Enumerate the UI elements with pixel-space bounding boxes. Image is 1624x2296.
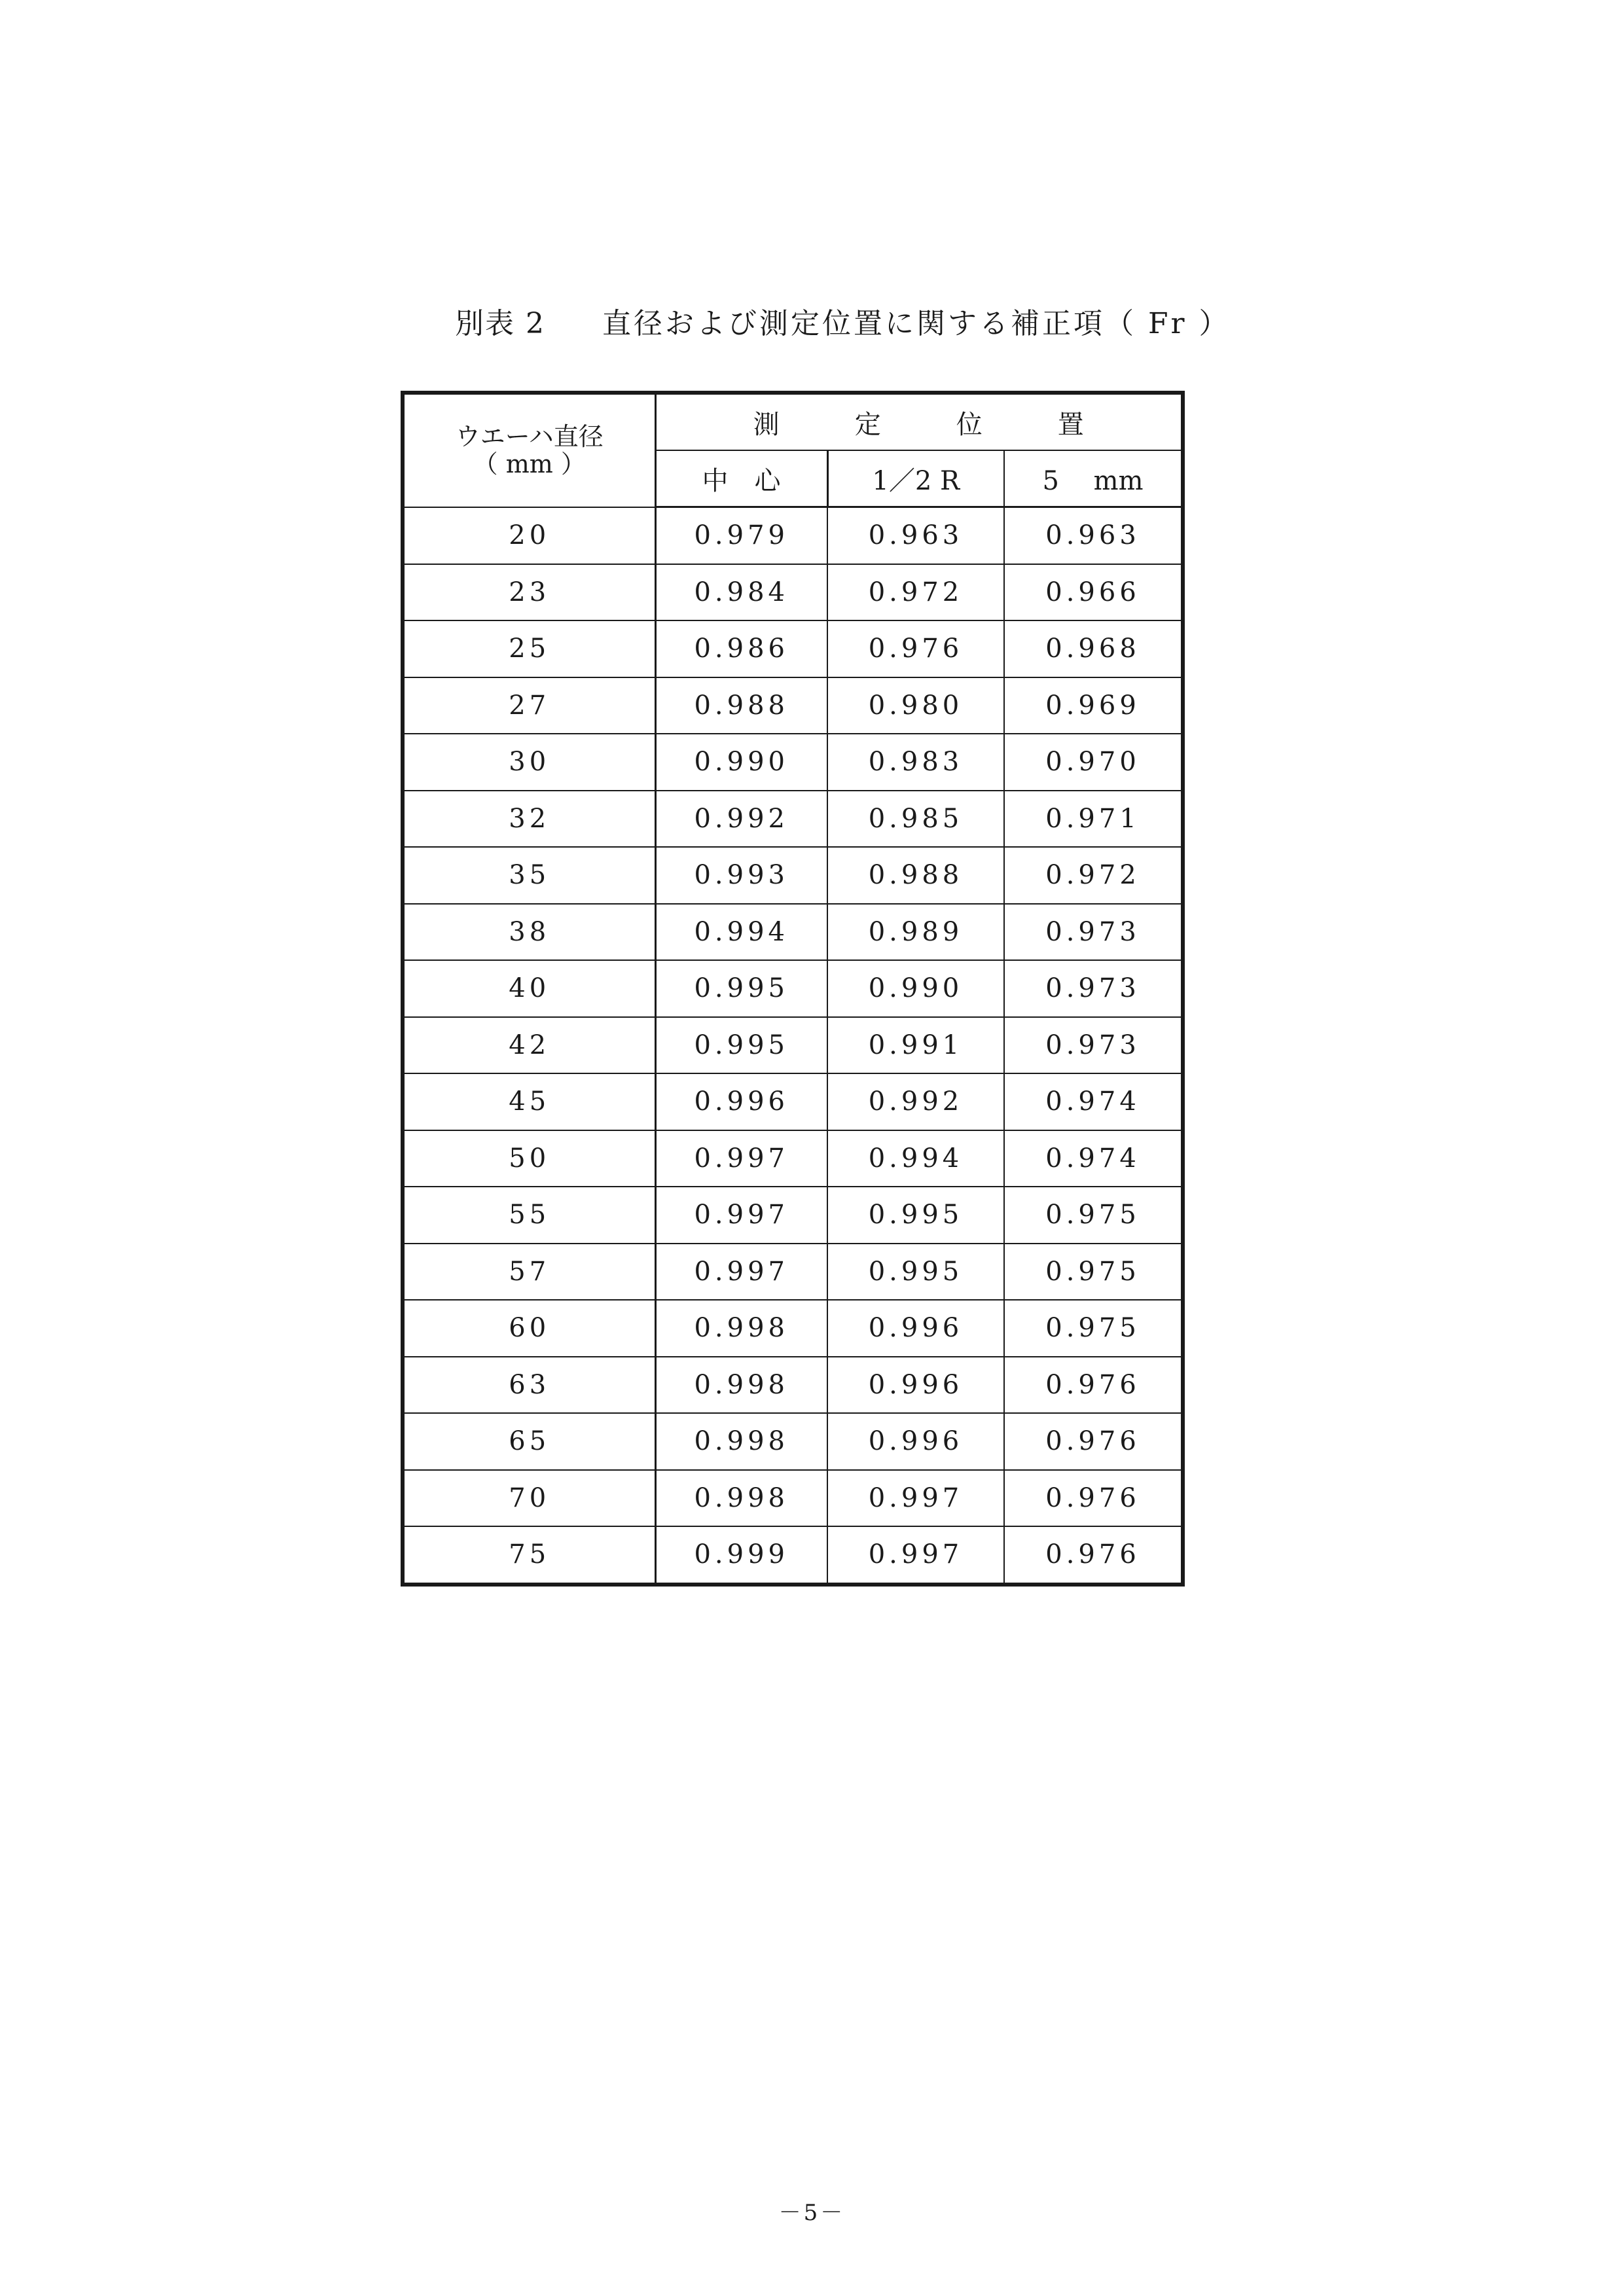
half-radius-value-cell: 0.995: [827, 1244, 1004, 1300]
table-row: [403, 507, 1183, 564]
half-radius-value-cell: 0.996: [827, 1413, 1004, 1470]
center-value-cell: 0.998: [655, 1470, 827, 1527]
edge-5mm-value-cell: 0.966: [1004, 564, 1183, 621]
table-title: [455, 300, 1231, 342]
half-radius-value-cell: 0.972: [827, 564, 1004, 621]
table-row: [403, 564, 1183, 621]
measurement-position-char: 測: [753, 409, 780, 440]
diameter-cell: 60: [403, 1300, 655, 1357]
diameter-cell: 65: [403, 1413, 655, 1470]
table-row: [403, 1300, 1183, 1357]
center-value-cell: 0.997: [655, 1130, 827, 1187]
diameter-cell: 63: [403, 1357, 655, 1414]
table-row: [403, 1413, 1183, 1470]
edge-5mm-value-cell: 0.973: [1004, 960, 1183, 1017]
table-row: [403, 1130, 1183, 1187]
diameter-cell: 30: [403, 734, 655, 791]
center-value-cell: 0.995: [655, 1017, 827, 1074]
edge-5mm-value-cell: 0.975: [1004, 1187, 1183, 1244]
center-value-cell: 0.979: [655, 507, 827, 564]
half-radius-value-cell: 0.992: [827, 1073, 1004, 1130]
table-row: [403, 1073, 1183, 1130]
header-row-1: [403, 393, 1183, 450]
edge-5mm-column-header: 5 mm: [1004, 450, 1183, 507]
edge-5mm-value-cell: 0.973: [1004, 1017, 1183, 1074]
table-row: [403, 1470, 1183, 1527]
table-row: [403, 1526, 1183, 1585]
diameter-cell: 75: [403, 1526, 655, 1585]
center-value-cell: 0.998: [655, 1300, 827, 1357]
edge-5mm-value-cell: 0.963: [1004, 507, 1183, 564]
half-radius-value-cell: 0.976: [827, 620, 1004, 677]
half-radius-column-header: 1／2 R: [827, 450, 1004, 507]
edge-5mm-value-cell: 0.975: [1004, 1244, 1183, 1300]
edge-5mm-value-cell: 0.968: [1004, 620, 1183, 677]
table-row: [403, 1017, 1183, 1074]
edge-5mm-value-cell: 0.976: [1004, 1413, 1183, 1470]
table-row: [403, 1187, 1183, 1244]
edge-5mm-value-cell: 0.976: [1004, 1470, 1183, 1527]
half-radius-value-cell: 0.996: [827, 1357, 1004, 1414]
edge-5mm-value-cell: 0.970: [1004, 734, 1183, 791]
center-value-cell: 0.994: [655, 904, 827, 961]
table-number-label: 別表 2: [455, 307, 545, 340]
table-row: [403, 677, 1183, 734]
wafer-diameter-header-line1: ウエーハ直径: [455, 422, 604, 452]
diameter-cell: 23: [403, 564, 655, 621]
edge-5mm-value-cell: 0.976: [1004, 1357, 1183, 1414]
edge-5mm-value-cell: 0.975: [1004, 1300, 1183, 1357]
wafer-diameter-header: [403, 393, 655, 507]
diameter-cell: 42: [403, 1017, 655, 1074]
edge-5mm-value-cell: 0.974: [1004, 1073, 1183, 1130]
diameter-cell: 50: [403, 1130, 655, 1187]
edge-5mm-value-cell: 0.976: [1004, 1526, 1183, 1585]
diameter-cell: 32: [403, 791, 655, 848]
table-row: [403, 734, 1183, 791]
wafer-diameter-header-unit: （ mm ）: [473, 450, 586, 479]
half-radius-value-cell: 0.991: [827, 1017, 1004, 1074]
diameter-cell: 38: [403, 904, 655, 961]
center-value-cell: 0.997: [655, 1187, 827, 1244]
center-value-cell: 0.984: [655, 564, 827, 621]
table-body: [403, 507, 1183, 1585]
measurement-position-char: 位: [956, 409, 983, 440]
diameter-cell: 27: [403, 677, 655, 734]
center-value-cell: 0.996: [655, 1073, 827, 1130]
table-row: [403, 791, 1183, 848]
center-value-cell: 0.998: [655, 1413, 827, 1470]
half-radius-value-cell: 0.997: [827, 1470, 1004, 1527]
edge-5mm-value-cell: 0.973: [1004, 904, 1183, 961]
table-row: [403, 960, 1183, 1017]
measurement-position-char: 置: [1057, 409, 1084, 440]
diameter-cell: 45: [403, 1073, 655, 1130]
table-row: [403, 847, 1183, 904]
diameter-cell: 55: [403, 1187, 655, 1244]
measurement-position-header: [655, 393, 1183, 450]
center-value-cell: 0.990: [655, 734, 827, 791]
center-value-cell: 0.995: [655, 960, 827, 1017]
table-row: [403, 904, 1183, 961]
diameter-cell: 35: [403, 847, 655, 904]
edge-5mm-value-cell: 0.974: [1004, 1130, 1183, 1187]
half-radius-value-cell: 0.985: [827, 791, 1004, 848]
center-value-cell: 0.988: [655, 677, 827, 734]
half-radius-value-cell: 0.996: [827, 1300, 1004, 1357]
center-value-cell: 0.992: [655, 791, 827, 848]
center-column-header: 中 心: [655, 450, 827, 507]
diameter-cell: 20: [403, 507, 655, 564]
half-radius-value-cell: 0.990: [827, 960, 1004, 1017]
half-radius-value-cell: 0.997: [827, 1526, 1004, 1585]
diameter-cell: 70: [403, 1470, 655, 1527]
center-value-cell: 0.986: [655, 620, 827, 677]
edge-5mm-value-cell: 0.972: [1004, 847, 1183, 904]
table-row: [403, 1244, 1183, 1300]
half-radius-value-cell: 0.983: [827, 734, 1004, 791]
table-row: [403, 1357, 1183, 1414]
half-radius-value-cell: 0.994: [827, 1130, 1004, 1187]
center-value-cell: 0.997: [655, 1244, 827, 1300]
correction-factor-table: [401, 391, 1185, 1587]
half-radius-value-cell: 0.963: [827, 507, 1004, 564]
half-radius-value-cell: 0.988: [827, 847, 1004, 904]
half-radius-value-cell: 0.980: [827, 677, 1004, 734]
measurement-position-char: 定: [854, 409, 881, 440]
center-value-cell: 0.993: [655, 847, 827, 904]
center-value-cell: 0.998: [655, 1357, 827, 1414]
table-caption: 直径および測定位置に関する補正項（ Fr ）: [602, 307, 1231, 340]
diameter-cell: 57: [403, 1244, 655, 1300]
page-number: －5－: [778, 2200, 846, 2226]
half-radius-value-cell: 0.989: [827, 904, 1004, 961]
diameter-cell: 40: [403, 960, 655, 1017]
edge-5mm-value-cell: 0.971: [1004, 791, 1183, 848]
half-radius-value-cell: 0.995: [827, 1187, 1004, 1244]
center-value-cell: 0.999: [655, 1526, 827, 1585]
diameter-cell: 25: [403, 620, 655, 677]
table-row: [403, 620, 1183, 677]
edge-5mm-value-cell: 0.969: [1004, 677, 1183, 734]
